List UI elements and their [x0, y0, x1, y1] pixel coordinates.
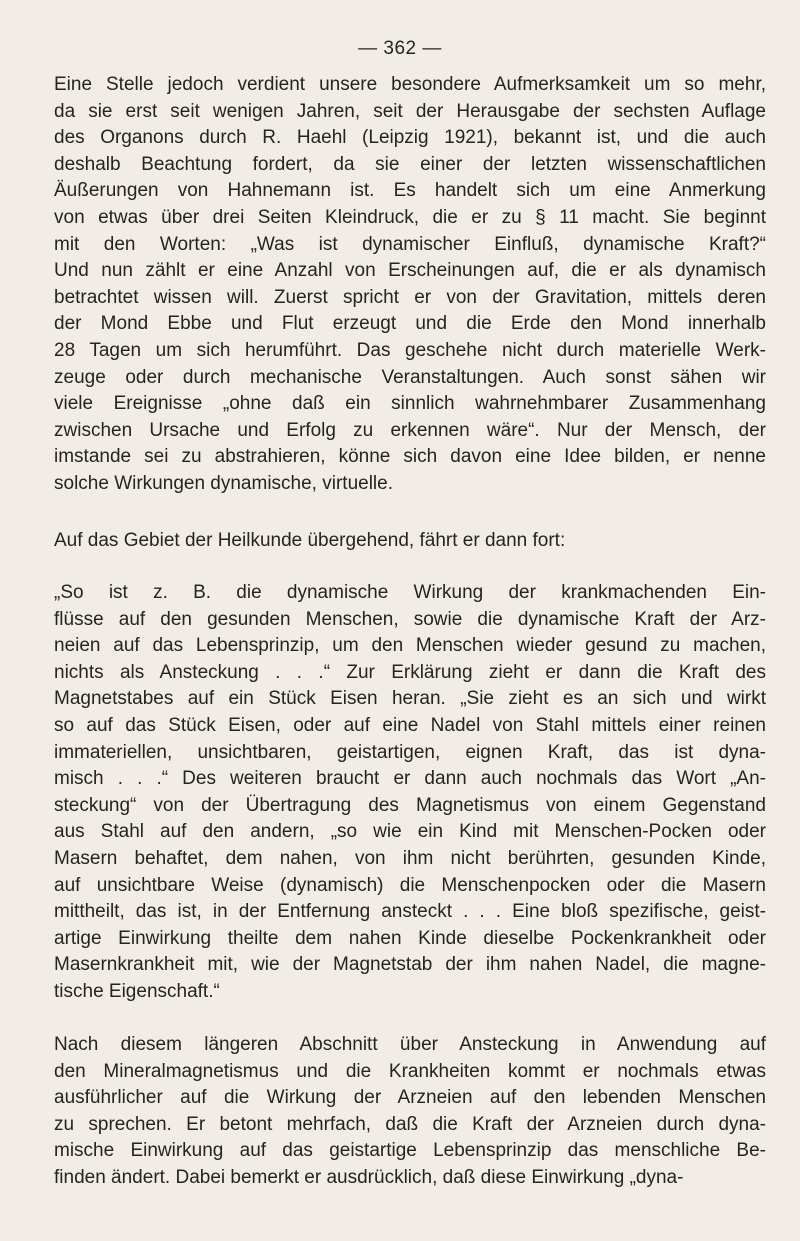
- paragraph: [54, 580, 766, 1006]
- text-line: viele Ereignisse „ohne daß ein sinnlich wahrnehmbarer Zusammenhang: [54, 393, 766, 415]
- text-line: mit den Worten: „Was ist dynamischer Einfluß, dynamische Kraft?“: [54, 233, 766, 255]
- text-line: immateriellen, unsichtbaren, geistartigen, eignen Kraft, das ist dyna-: [54, 741, 766, 763]
- text-line: den Mineralmagnetismus und die Krankheiten kommt er nochmals etwas: [54, 1060, 766, 1082]
- text-line: der Mond Ebbe und Flut erzeugt und die Erde den Mond innerhalb: [54, 313, 766, 335]
- text-line: misch . . .“ Des weiteren braucht er dann auch nochmals das Wort „An-: [54, 768, 766, 790]
- text-line: Masern behaftet, dem nahen, von ihm nicht berührten, gesunden Kinde,: [54, 847, 766, 869]
- text-line: von etwas über drei Seiten Kleindruck, die er zu § 11 macht. Sie beginnt: [54, 206, 766, 228]
- paragraph: [54, 1032, 766, 1192]
- text-line: Auf das Gebiet der Heilkunde übergehend, fährt er dann fort:: [54, 530, 566, 551]
- text-line: Und nun zählt er eine Anzahl von Erscheinungen auf, die er als dynamisch: [54, 260, 766, 282]
- text-line: Masernkrankheit mit, wie der Magnetstab der ihm nahen Nadel, die magne-: [54, 954, 766, 976]
- text-line: 28 Tagen um sich herumführt. Das geschehe nicht durch materielle Werk-: [54, 339, 766, 361]
- text-line: auf unsichtbare Weise (dynamisch) die Menschenpocken oder die Masern: [54, 874, 766, 896]
- text-line: artige Einwirkung theilte dem nahen Kinde dieselbe Pockenkrankheit oder: [54, 927, 766, 949]
- text-line: solche Wirkungen dynamische, virtuelle.: [54, 472, 393, 494]
- text-line: imstande sei zu abstrahieren, könne sich davon eine Idee bilden, er nenne: [54, 446, 766, 468]
- page-number: — 362 —: [358, 38, 442, 59]
- text-line: tische Eigenschaft.“: [54, 980, 220, 1002]
- text-line: deshalb Beachtung fordert, da sie einer der letzten wissenschaftlichen: [54, 153, 766, 175]
- text-line: Magnetstabes auf ein Stück Eisen heran. „Sie zieht es an sich und wirkt: [54, 688, 766, 710]
- text-line: mittheilt, das ist, in der Entfernung ansteckt . . . Eine bloß spezifische, geist-: [54, 901, 766, 923]
- text-line: so auf das Stück Eisen, oder auf eine Nadel von Stahl mittels einer reinen: [54, 714, 766, 736]
- text-line: Nach diesem längeren Abschnitt über Ansteckung in Anwendung auf: [54, 1034, 766, 1055]
- text-line: ausführlicher auf die Wirkung der Arzneien auf den lebenden Menschen: [54, 1087, 766, 1109]
- paragraph: [54, 72, 766, 498]
- text-line: da sie erst seit wenigen Jahren, seit der Herausgabe der sechsten Auflage: [54, 100, 766, 122]
- text-line: mische Einwirkung auf das geistartige Lebensprinzip das menschliche Be-: [54, 1140, 766, 1162]
- text-line: zwischen Ursache und Erfolg zu erkennen wäre“. Nur der Mensch, der: [54, 419, 766, 441]
- text-line: Äußerungen von Hahnemann ist. Es handelt sich um eine Anmerkung: [54, 180, 766, 202]
- text-line: finden ändert. Dabei bemerkt er ausdrücklich, daß diese Einwirkung „dyna-: [54, 1166, 684, 1188]
- text-line: neien auf das Lebensprinzip, um den Menschen wieder gesund zu machen,: [54, 635, 766, 657]
- text-line: „So ist z. B. die dynamische Wirkung der krankmachenden Ein-: [54, 582, 766, 603]
- text-line: aus Stahl auf den andern, „so wie ein Kind mit Menschen-Pocken oder: [54, 821, 766, 843]
- paragraph: [54, 528, 766, 555]
- text-line: steckung“ von der Übertragung des Magnetismus von einem Gegenstand: [54, 794, 766, 816]
- text-line: nichts als Ansteckung . . .“ Zur Erklärung zieht er dann die Kraft des: [54, 661, 766, 683]
- text-line: zu sprechen. Er betont mehrfach, daß die Kraft der Arzneien durch dyna-: [54, 1113, 766, 1135]
- text-line: flüsse auf den gesunden Menschen, sowie die dynamische Kraft der Arz-: [54, 608, 766, 630]
- text-line: Eine Stelle jedoch verdient unsere besondere Aufmerksamkeit um so mehr,: [54, 74, 766, 95]
- text-line: zeuge oder durch mechanische Veranstaltungen. Auch sonst sähen wir: [54, 366, 766, 388]
- text-line: des Organons durch R. Haehl (Leipzig 1921), bekannt ist, und die auch: [54, 127, 766, 149]
- text-line: betrachtet wissen will. Zuerst spricht er von der Gravitation, mittels deren: [54, 286, 766, 308]
